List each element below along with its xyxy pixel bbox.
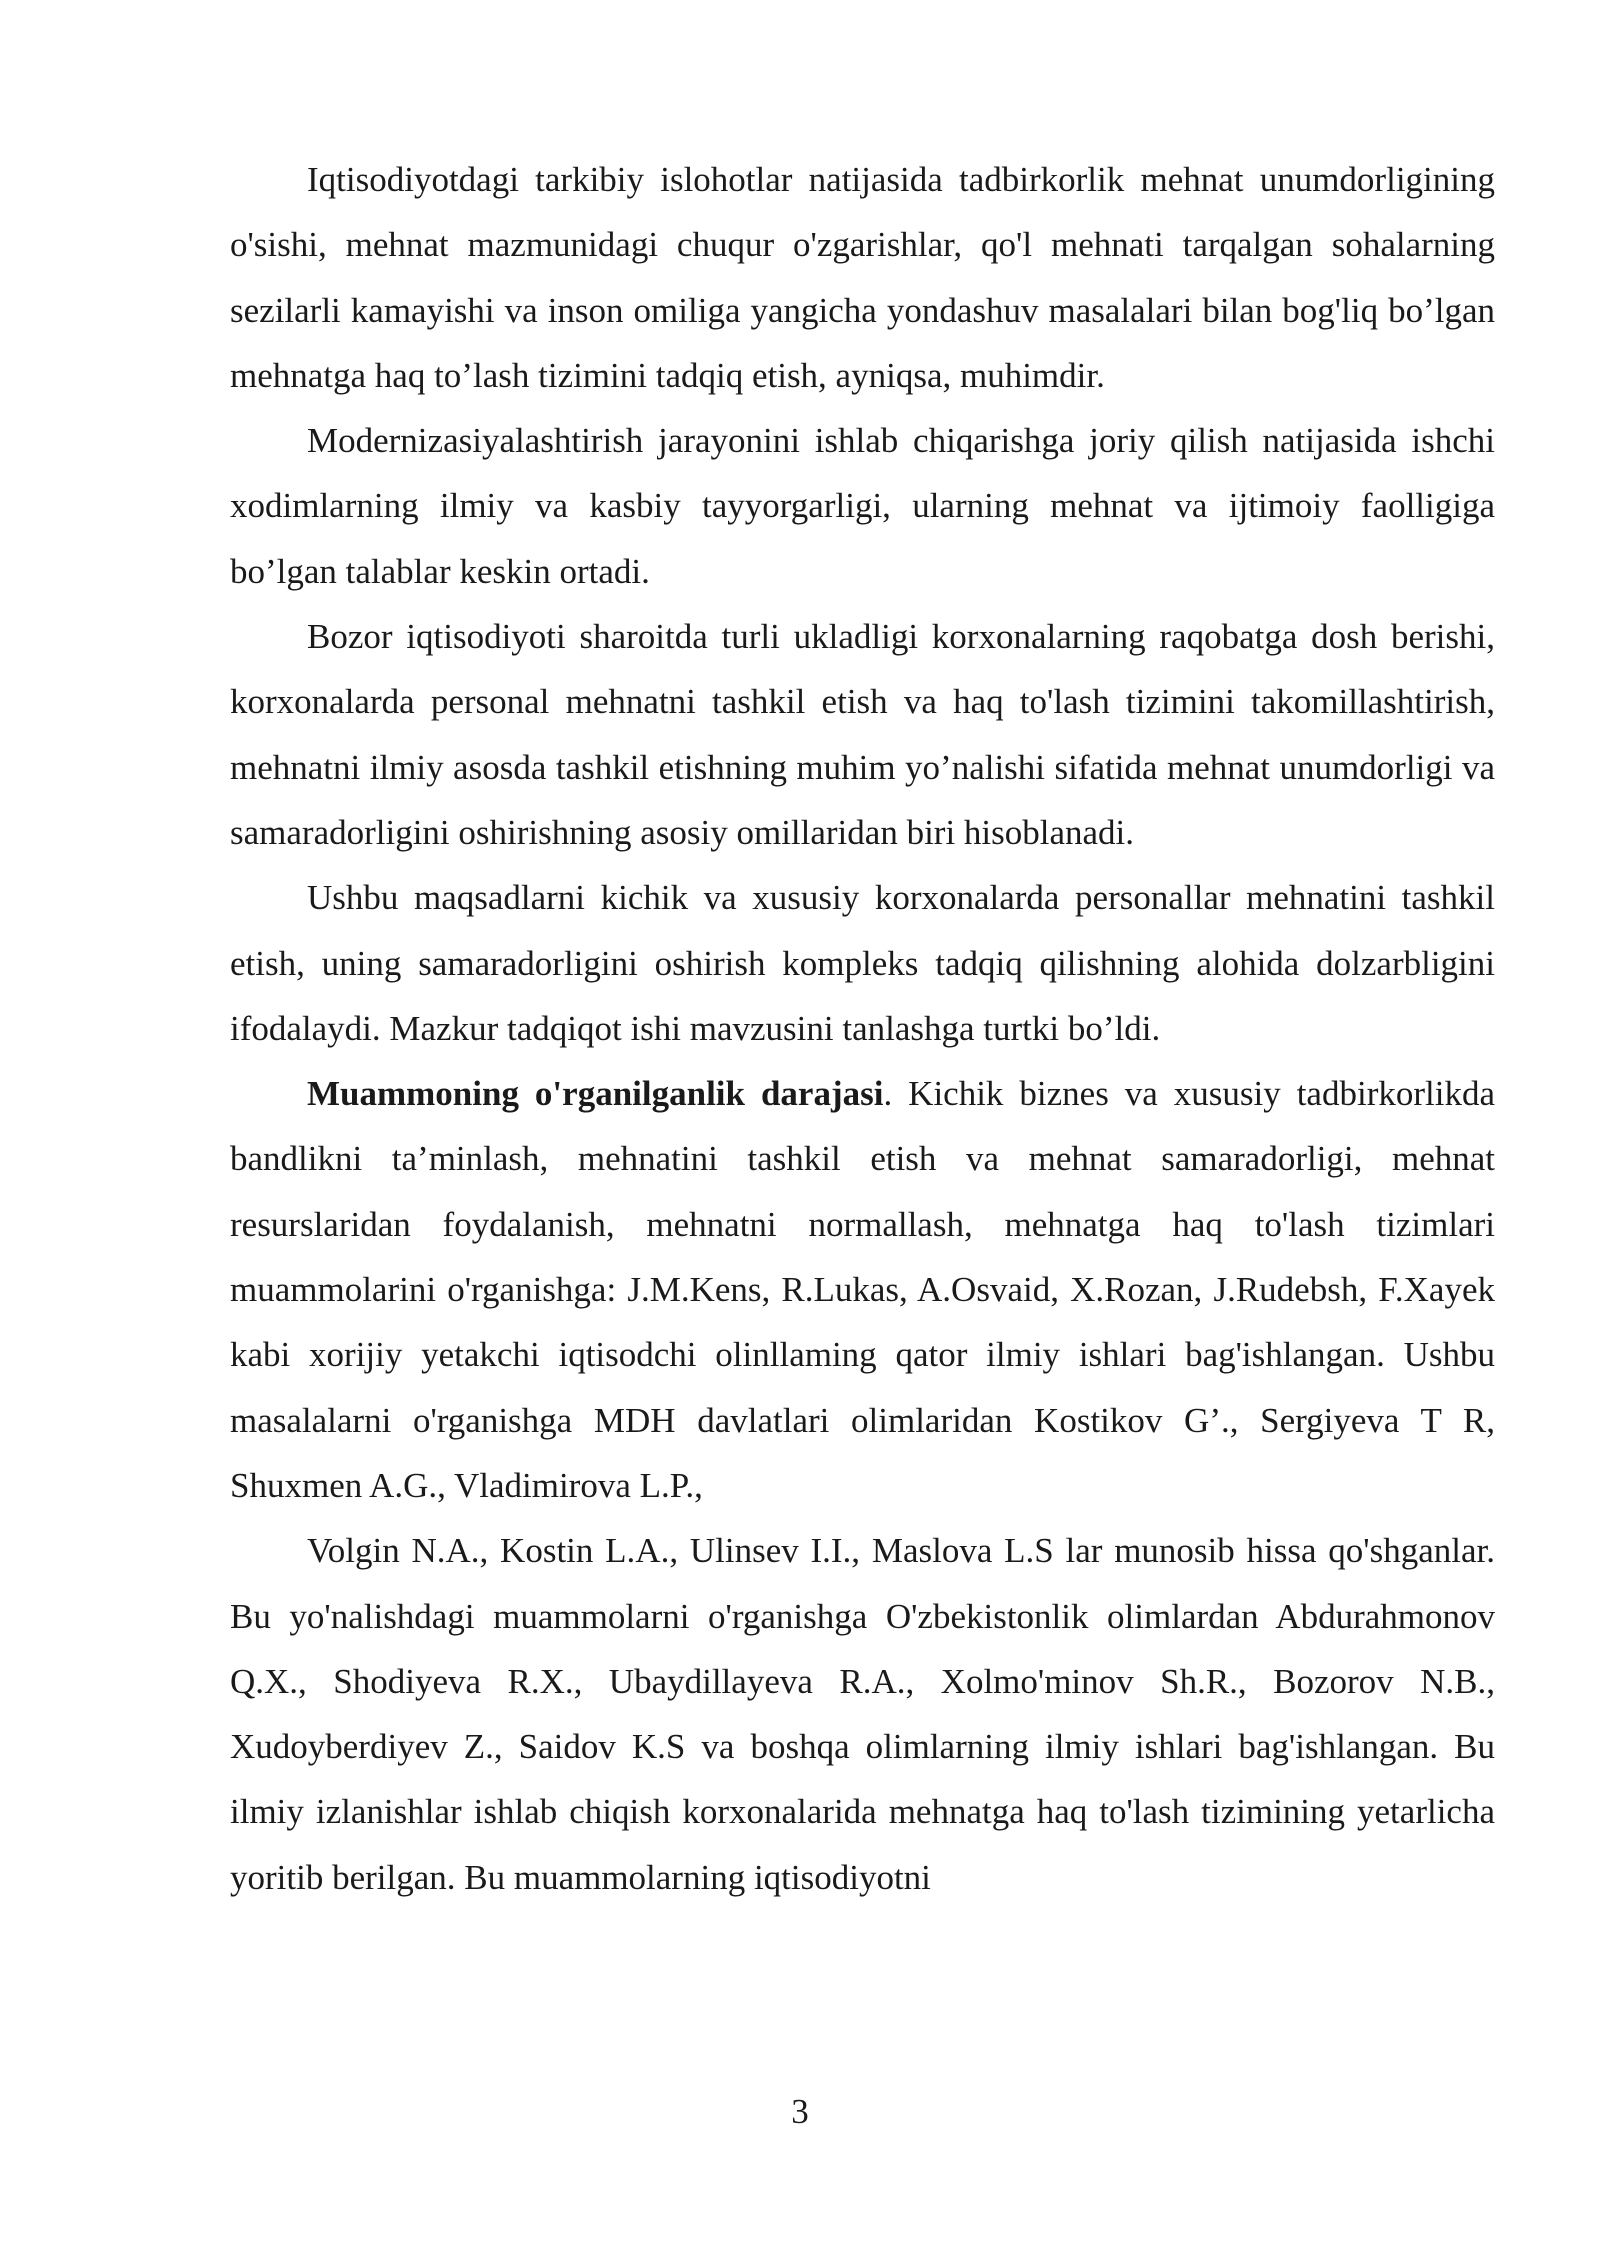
- page-number: 3: [791, 2092, 809, 2131]
- paragraph-scholars: [230, 1518, 1495, 1910]
- paragraph-text: . Kichik biznes va xususiy tadbirkorlikda bandlikni ta’minlash, mehnatini tashkil etish va mehnat samaradorligi, mehnat resurslaridan foydalanish, mehnatni normallash, mehnatga haq to'lash tizimlari muammolarini o'rganishga: J.M.Kens, R.Lukas, A.Osvaid, X.Rozan, J.Rudebsh, F.Xayek kabi xorijiy yetakchi iqtisodchi olinllaming qator ilmiy ishlari bag'ishlangan. Ushbu masalalarni o'rganishga MDH davlatlari olimlaridan Kostikov G’., Sergiyeva T R, Shuxmen A.G., Vladimirova L.P.,: [230, 1074, 1495, 1505]
- paragraph-text: Iqtisodiyotdagi tarkibiy islohotlar natijasida tadbirkorlik mehnat unumdorligining o'sishi, mehnat mazmunidagi chuqur o'zgarishlar, qo'l mehnati tarqalgan sohalarning sezilarli kamayishi va inson omiliga yangicha yondashuv masalalari bilan bog'liq bo’lgan mehnatga haq to’lash tizimini tadqiq etish, ayniqsa, muhimdir.: [230, 160, 1495, 395]
- paragraph-structural-reforms: [230, 147, 1495, 408]
- paragraph-study-degree: [230, 1061, 1495, 1518]
- paragraph-market-economy: [230, 604, 1495, 865]
- document-body: [230, 147, 1495, 1910]
- paragraph-text: Volgin N.A., Kostin L.A., Ulinsev I.I., Maslova L.S lar munosib hissa qo'shganlar. Bu yo'nalishdagi muammolarni o'rganishga O'zbekistonlik olimlardan Abdurahmonov Q.X., Shodiyeva R.X., Ubaydillayeva R.A., Xolmo'minov Sh.R., Bozorov N.B., Xudoyberdiyev Z., Saidov K.S va boshqa olimlarning ilmiy ishlari bag'ishlangan. Bu ilmiy izlanishlar ishlab chiqish korxonalarida mehnatga haq to'lash tizimining yetarlicha yoritib berilgan. Bu muammolarning iqtisodiyotni: [230, 1531, 1495, 1897]
- paragraph-modernization: [230, 408, 1495, 604]
- paragraph-lead-bold: Muammoning o'rganilganlik darajasi: [307, 1074, 884, 1114]
- paragraph-text: Bozor iqtisodiyoti sharoitda turli ukladligi korxonalarning raqobatga dosh berishi, korxonalarda personal mehnatni tashkil etish va haq to'lash tizimini takomillashtirish, mehnatni ilmiy asosda tashkil etishning muhim yo’nalishi sifatida mehnat unumdorligi va samaradorligini oshirishning asosiy omillaridan biri hisoblanadi.: [230, 617, 1495, 852]
- paragraph-text: Ushbu maqsadlarni kichik va xususiy korxonalarda personallar mehnatini tashkil etish, uning samaradorligini oshirish kompleks tadqiq qilishning alohida dolzarbligini ifodalaydi. Mazkur tadqiqot ishi mavzusini tanlashga turtki bo’ldi.: [230, 878, 1495, 1048]
- paragraph-research-goals: [230, 865, 1495, 1061]
- paragraph-text: Modernizasiyalashtirish jarayonini ishlab chiqarishga joriy qilish natijasida ishchi xodimlarning ilmiy va kasbiy tayyorgarligi, ularning mehnat va ijtimoiy faolligiga bo’lgan talablar keskin ortadi.: [230, 421, 1495, 591]
